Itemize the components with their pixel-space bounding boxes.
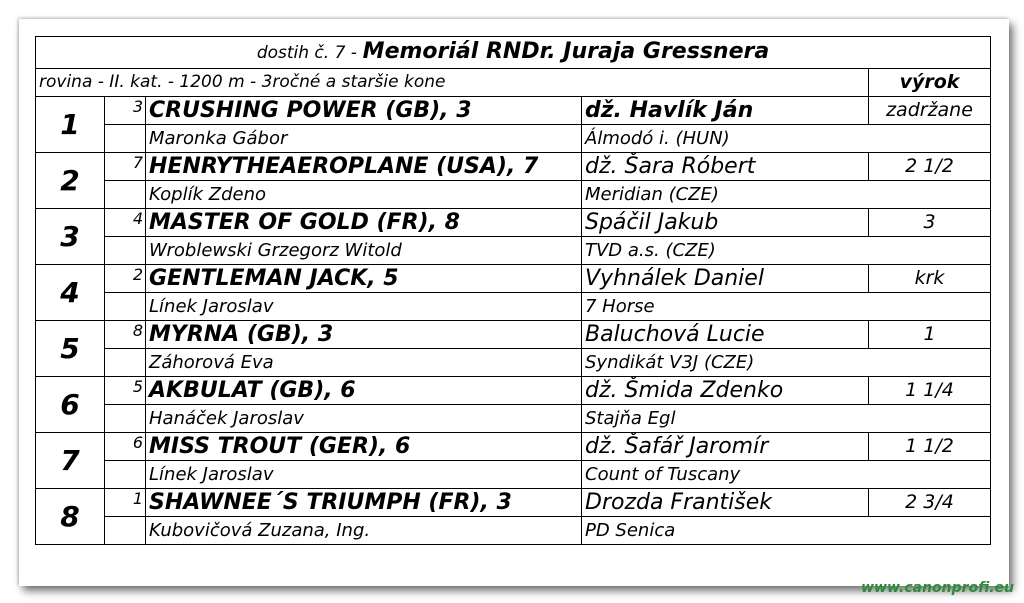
jockey-name: dž. Šara Róbert bbox=[582, 153, 869, 181]
result-margin: zadržane bbox=[869, 97, 991, 125]
horse-name: AKBULAT (GB), 6 bbox=[146, 377, 582, 405]
start-number: 7 bbox=[105, 153, 146, 181]
owner-name: Meridian (CZE) bbox=[582, 181, 869, 209]
place-number: 5 bbox=[36, 321, 105, 377]
race-title-row bbox=[36, 37, 991, 69]
horse-name: MISS TROUT (GER), 6 bbox=[146, 433, 582, 461]
start-number: 6 bbox=[105, 433, 146, 461]
start-number-spacer bbox=[105, 517, 146, 545]
race-number: dostih č. 7 - bbox=[256, 43, 357, 63]
result-margin: 1 1/2 bbox=[869, 433, 991, 461]
result-spacer bbox=[869, 517, 991, 545]
trainer-name: Koplík Zdeno bbox=[146, 181, 582, 209]
entry-row-sub bbox=[36, 293, 991, 321]
start-number: 4 bbox=[105, 209, 146, 237]
result-margin: 2 1/2 bbox=[869, 153, 991, 181]
start-number: 5 bbox=[105, 377, 146, 405]
start-number-spacer bbox=[105, 237, 146, 265]
jockey-name: dž. Havlík Ján bbox=[582, 97, 869, 125]
place-number: 8 bbox=[36, 489, 105, 545]
trainer-name: Záhorová Eva bbox=[146, 349, 582, 377]
place-number: 1 bbox=[36, 97, 105, 153]
result-spacer bbox=[869, 125, 991, 153]
place-number: 3 bbox=[36, 209, 105, 265]
horse-name: CRUSHING POWER (GB), 3 bbox=[146, 97, 582, 125]
result-spacer bbox=[869, 237, 991, 265]
result-column-header: výrok bbox=[869, 69, 991, 97]
jockey-name: Vyhnálek Daniel bbox=[582, 265, 869, 293]
place-number: 4 bbox=[36, 265, 105, 321]
result-margin: 2 3/4 bbox=[869, 489, 991, 517]
race-title bbox=[36, 37, 991, 69]
horse-name: HENRYTHEAEROPLANE (USA), 7 bbox=[146, 153, 582, 181]
result-margin: 1 bbox=[869, 321, 991, 349]
result-spacer bbox=[869, 293, 991, 321]
result-spacer bbox=[869, 349, 991, 377]
start-number: 1 bbox=[105, 489, 146, 517]
race-results-table bbox=[35, 36, 991, 545]
jockey-name: Baluchová Lucie bbox=[582, 321, 869, 349]
trainer-name: Hanáček Jaroslav bbox=[146, 405, 582, 433]
trainer-name: Wroblewski Grzegorz Witold bbox=[146, 237, 582, 265]
entry-row-main bbox=[36, 97, 991, 125]
start-number-spacer bbox=[105, 349, 146, 377]
owner-name: Álmodó i. (HUN) bbox=[582, 125, 869, 153]
place-number: 7 bbox=[36, 433, 105, 489]
result-spacer bbox=[869, 181, 991, 209]
owner-name: TVD a.s. (CZE) bbox=[582, 237, 869, 265]
result-spacer bbox=[869, 461, 991, 489]
start-number: 3 bbox=[105, 97, 146, 125]
trainer-name: Línek Jaroslav bbox=[146, 293, 582, 321]
entry-row-main bbox=[36, 321, 991, 349]
start-number-spacer bbox=[105, 405, 146, 433]
entry-row-sub bbox=[36, 517, 991, 545]
start-number: 8 bbox=[105, 321, 146, 349]
result-margin: krk bbox=[869, 265, 991, 293]
entry-row-sub bbox=[36, 461, 991, 489]
place-number: 6 bbox=[36, 377, 105, 433]
jockey-name: Spáčil Jakub bbox=[582, 209, 869, 237]
race-conditions: rovina - II. kat. - 1200 m - 3ročné a staršie kone bbox=[36, 69, 869, 97]
place-number: 2 bbox=[36, 153, 105, 209]
entry-row-main bbox=[36, 377, 991, 405]
entry-row-main bbox=[36, 153, 991, 181]
result-spacer bbox=[869, 405, 991, 433]
race-conditions-row bbox=[36, 69, 991, 97]
start-number-spacer bbox=[105, 293, 146, 321]
horse-name: MYRNA (GB), 3 bbox=[146, 321, 582, 349]
start-number-spacer bbox=[105, 125, 146, 153]
entry-row-sub bbox=[36, 237, 991, 265]
horse-name: SHAWNEE´S TRIUMPH (FR), 3 bbox=[146, 489, 582, 517]
start-number-spacer bbox=[105, 181, 146, 209]
jockey-name: dž. Šafář Jaromír bbox=[582, 433, 869, 461]
entry-row-main bbox=[36, 489, 991, 517]
jockey-name: dž. Šmida Zdenko bbox=[582, 377, 869, 405]
horse-name: GENTLEMAN JACK, 5 bbox=[146, 265, 582, 293]
trainer-name: Línek Jaroslav bbox=[146, 461, 582, 489]
start-number: 2 bbox=[105, 265, 146, 293]
jockey-name: Drozda František bbox=[582, 489, 869, 517]
entry-row-sub bbox=[36, 405, 991, 433]
result-margin: 3 bbox=[869, 209, 991, 237]
entry-row-main bbox=[36, 265, 991, 293]
entry-row-sub bbox=[36, 125, 991, 153]
trainer-name: Maronka Gábor bbox=[146, 125, 582, 153]
owner-name: Syndikát V3J (CZE) bbox=[582, 349, 869, 377]
owner-name: 7 Horse bbox=[582, 293, 869, 321]
race-name: Memoriál RNDr. Juraja Gressnera bbox=[362, 39, 770, 64]
entry-row-main bbox=[36, 209, 991, 237]
entry-row-main bbox=[36, 433, 991, 461]
owner-name: Stajňa Egl bbox=[582, 405, 869, 433]
result-margin: 1 1/4 bbox=[869, 377, 991, 405]
entry-row-sub bbox=[36, 181, 991, 209]
start-number-spacer bbox=[105, 461, 146, 489]
watermark: www.canonprofi.eu bbox=[861, 580, 1014, 596]
horse-name: MASTER OF GOLD (FR), 8 bbox=[146, 209, 582, 237]
owner-name: PD Senica bbox=[582, 517, 869, 545]
trainer-name: Kubovičová Zuzana, Ing. bbox=[146, 517, 582, 545]
owner-name: Count of Tuscany bbox=[582, 461, 869, 489]
entry-row-sub bbox=[36, 349, 991, 377]
